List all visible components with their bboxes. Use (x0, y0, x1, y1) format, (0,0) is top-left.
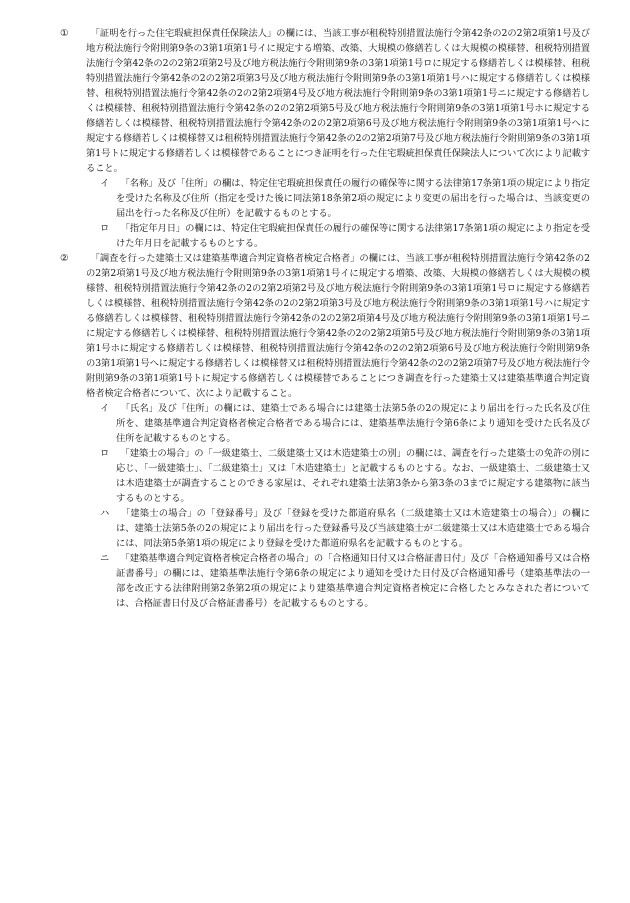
sub-marker: ロ (100, 448, 110, 459)
sub-marker: イ (100, 178, 110, 189)
sub-text: 「指定年月日」の欄には、特定住宅瑕疵担保責任の履行の確保等に関する法律第17条第1項の規定により指定を受けた年月日を記載するものとする。 (116, 223, 590, 249)
item-2-sub-ha (100, 506, 590, 551)
item-2 (60, 251, 590, 401)
sub-marker: ニ (100, 553, 110, 564)
item-1-text: 「証明を行った住宅瑕疵担保責任保険法人」の欄には、当該工事が租税特別措置法施行令第42条の2の2第2項第1号及び地方税法施行令附則第9条の3第1項第1号イに規定する増築、改築、大規模の修繕若しくは大規模の模様替、租税特別措置法施行令第42条の2の2第2項第2号及び地方税法施行令附則第9条の3第1項第1号ロに規定する修繕若しくは模様替、租税特別措置法施行令第42条の2の2第2項第3号及び地方税法施行令附則第9条の3第1項第1号ハに規定する修繕若しくは模様替、租税特別措置法施行令第42条の2の2第2項第4号及び地方税法施行令附則第9条の3第1項第1号ニに規定する修繕若しくは模様替、租税特別措置法施行令第42条の2の2第2項第5号及び地方税法施行令附則第9条の3第1項第1号ホに規定する修繕若しくは模様替、租税特別措置法施行令第42条の2の2第2項第6号及び地方税法施行令附則第9条の3第1項第1号へに規定する修繕若しくは模様替又は租税特別措置法施行令第42条の2の2第2項第7号及び地方税法施行令附則第9条の3第1項第1号トに規定する修繕若しくは模様替であることにつき証明を行った住宅瑕疵担保責任保険法人について次により記載すること。 (86, 28, 590, 174)
sub-marker: ハ (100, 508, 110, 519)
item-1 (60, 26, 590, 176)
sub-text: 「建築基準適合判定資格者検定合格者の場合」の「合格通知日付又は合格証書日付」及び「合格通知番号又は合格証書番号」の欄には、建築基準法施行令第6条の規定により通知を受けた日付及び合格通知番号（建築基準法の一部を改正する法律附則第2条第2項の規定により建築基準適合判定資格者検定に合格したとみなされた者については、合格証書日付及び合格証書番号）を記載するものとする。 (116, 553, 590, 609)
item-2-text: 「調査を行った建築士又は建築基準適合判定資格者検定合格者」の欄には、当該工事が租税特別措置法施行令第42条の2の2第2項第1号及び地方税法施行令附則第9条の3第1項第1号イに規定する増築、改築、大規模の修繕若しくは大規模の模様替、租税特別措置法施行令第42条の2の2第2項第2号及び地方税法施行令附則第9条の3第1項第1号ロに規定する修繕若しくは模様替、租税特別措置法施行令第42条の2の2第2項第3号及び地方税法施行令附則第9条の3第1項第1号ハに規定する修繕若しくは模様替、租税特別措置法施行令第42条の2の2第2項第4号及び地方税法施行令附則第9条の3第1項第1号ニに規定する修繕若しくは模様替、租税特別措置法施行令第42条の2の2第2項第5号及び地方税法施行令附則第9条の3第1項第1号ホに規定する修繕若しくは模様替、租税特別措置法施行令第42条の2の2第2項第6号及び地方税法施行令附則第9条の3第1項第1号へに規定する修繕若しくは模様替又は租税特別措置法施行令第42条の2の2第2項第7号及び地方税法施行令附則第9条の3第1項第1号トに規定する修繕若しくは模様替であることにつき調査を行った建築士又は建築基準適合判定資格者検定合格者について、次により記載すること。 (86, 253, 590, 399)
sub-marker: イ (100, 403, 110, 414)
item-2-sub-i (100, 401, 590, 446)
sub-text: 「名称」及び「住所」の欄は、特定住宅瑕疵担保責任の履行の確保等に関する法律第17条第1項の規定により指定を受けた名称及び住所（指定を受けた後に同法第18条第2項の規定により変更の届出を行った場合は、当該変更の届出を行った名称及び住所）を記載するものとする。 (116, 178, 590, 219)
sub-marker: ロ (100, 223, 110, 234)
item-2-sub-ni (100, 551, 590, 611)
item-1-sub-ro (100, 221, 590, 251)
item-2-sub-ro (100, 446, 590, 506)
item-marker: ① (60, 28, 69, 39)
sub-text: 「氏名」及び「住所」の欄には、建築士である場合には建築士法第5条の2の規定により届出を行った氏名及び住所を、建築基準適合判定資格者検定合格者である場合には、建築基準法施行令第6条により通知を受けた氏名及び住所を記載するものとする。 (116, 403, 590, 444)
item-marker: ② (60, 253, 69, 264)
item-1-sub-i (100, 176, 590, 221)
sub-text: 「建築士の場合」の「登録番号」及び「登録を受けた都道府県名（二級建築士又は木造建築士の場合）」の欄には、建築士法第5条の2の規定により届出を行った登録番号及び当該建築士が二級建築士又は木造建築士である場合には、同法第5条第1項の規定により登録を受けた都道府県名を記載するものとする。 (116, 508, 590, 549)
sub-text: 「建築士の場合」の「一級建築士、二級建築士又は木造建築士の別」の欄には、調査を行った建築士の免許の別に応じ、「一級建築士」、「二級建築士」又は「木造建築士」と記載するものとする。なお、一級建築士、二級建築士又は木造建築士が調査することのできる家屋は、それぞれ建築士法第3条から第3条の3までに規定する建築物に該当するものとする。 (116, 448, 590, 504)
